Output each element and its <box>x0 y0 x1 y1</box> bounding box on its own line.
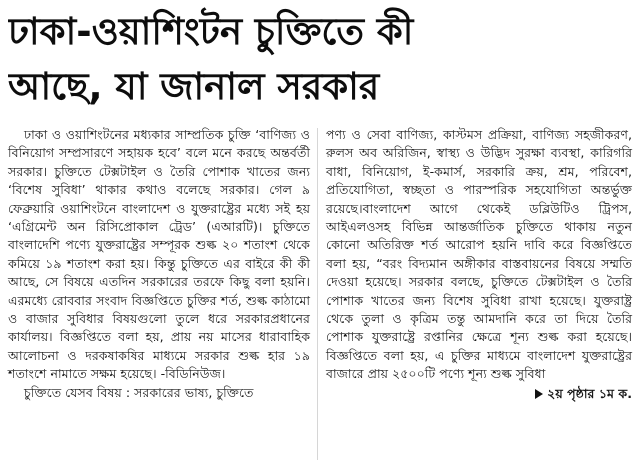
continuation-text: ২য় পৃষ্ঠার ১ম ক. <box>547 385 632 401</box>
article-paragraph: চুক্তিতে যেসব বিষয় : সরকারের ভাষ্য, চুক্তিতে <box>24 384 254 400</box>
article-paragraph: ঢাকা ও ওয়াশিংটনের মধ্যকার সাম্প্রতিক চুক্তি ‘বাণিজ্য ও বিনিয়োগ সম্প্রসারণে সহায়ক হবে’ বলে মনে করছে অন্তর্বর্তী সরকার। চুক্তিতে টেক্সটাইল ও তৈরি পোশাক খাতের জন্য ‘বিশেষ সুবিধা’ থাকার কথাও বলেছে সরকার। গেল ৯ ফেব্রুয়ারি ওয়াশিংটনে বাংলাদেশ ও যুক্তরাষ্ট্রের মধ্যে সই হয় ‘এগ্রিমেন্ট অন রিসিপ্রোকাল ট্রেড’ (এআরটি)। চুক্তিতে বাংলাদেশি পণ্যে যুক্তরাষ্ট্রের সম্পূরক শুল্ক ২০ শতাংশ থেকে কমিয়ে ১৯ শতাংশ করা হয়। কিন্তু চুক্তিতে এর বাইরে কী কী আছে, সে বিষয়ে এতদিন সরকারের তরফে কিছু বলা হয়নি। এরমধ্যে রোববার সংবাদ বিজ্ঞপ্তিতে চুক্তির শর্ত, শুল্ক কাঠামো ও বাজার সুবিধার বিষয়গুলো তুলে ধরে সরকারপ্রধানের কার্যালয়। বিজ্ঞপ্তিতে বলা হয়, প্রায় নয় মাসের ধারাবাহিক আলোচনা ও দরকষাকষির মাধ্যমে সরকার শুল্ক হার ১৯ শতাংশে নামাতে সক্ষম হয়েছে। -বিডিনিউজ। <box>8 127 310 382</box>
article-column-left <box>8 126 310 402</box>
headline <box>8 4 630 114</box>
article-column-right <box>326 126 632 403</box>
column-divider <box>317 128 318 460</box>
continuation-note <box>326 385 632 403</box>
triangle-arrow-icon <box>535 389 543 399</box>
article-paragraph: পণ্য ও সেবা বাণিজ্য, কাস্টমস প্রক্রিয়া, বাণিজ্য সহজীকরণ, রুলস অব অরিজিন, স্বাস্থ্য ও উদ্ভিদ সুরক্ষা ব্যবস্থা, কারিগরি বাধা, বিনিয়োগ, ই-কমার্স, সরকারি ক্রয়, শ্রম, পরিবেশ, প্রতিযোগিতা, স্বচ্ছতা ও পারস্পরিক সহযোগিতা অন্তর্ভুক্ত রয়েছে।বাংলাদেশ আগে থেকেই ডব্লিউটিও ট্রিপস, আইএলওসহ বিভিন্ন আন্তর্জাতিক চুক্তিতে থাকায় নতুন কোনো অতিরিক্ত শর্ত আরোপ হয়নি দাবি করে বিজ্ঞপ্তিতে বলা হয়, “বরং বিদ্যমান অঙ্গীকার বাস্তবায়নের বিষয়ে সম্মতি দেওয়া হয়েছে। সরকার বলছে, চুক্তিতে টেক্সটাইল ও তৈরি পোশাক খাতের জন্য বিশেষ সুবিধা রাখা হয়েছে। যুক্তরাষ্ট্র থেকে তুলা ও কৃত্রিম তন্তু আমদানি করে তা দিয়ে তৈরি পোশাক যুক্তরাষ্ট্রে রপ্তানির ক্ষেত্রে শূন্য শুল্ক করা হয়েছে। বিজ্ঞপ্তিতে বলা হয়, এ চুক্তির মাধ্যমে বাংলাদেশ যুক্তরাষ্ট্রের বাজারে প্রায় ২৫০০টি পণ্যে শূন্য শুল্ক সুবিধা <box>326 127 632 382</box>
headline-line-1: ঢাকা-ওয়াশিংটন চুক্তিতে কী <box>8 10 414 53</box>
headline-line-2: আছে, যা জানাল সরকার <box>8 65 380 108</box>
